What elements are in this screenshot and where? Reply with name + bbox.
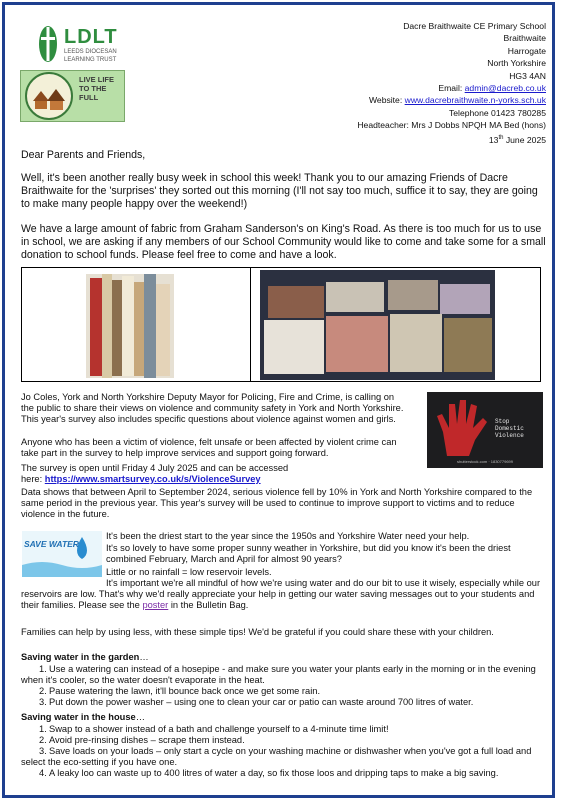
image-caption-2: Domestic [495, 425, 524, 432]
fabric-rolls-photo [86, 274, 174, 378]
table-divider [250, 268, 251, 381]
water-drop-icon [22, 531, 102, 577]
school-address [246, 20, 546, 146]
image-caption-3: Violence [495, 432, 524, 439]
garden-tips-list [21, 664, 546, 708]
postcode: HG3 4AN [509, 70, 546, 81]
address-line-3: North Yorkshire [487, 58, 546, 69]
badge-text-1: LIVE LIFE [79, 75, 115, 84]
address-line-1: Braithwaite [503, 33, 546, 44]
list-item: 4. A leaky loo can waste up to 400 litres of water a day, so fix those loos and dripping taps to make a big saving. [39, 768, 499, 779]
garden-heading: Saving water in the garden… [21, 652, 149, 662]
badge-text-2: TO THE [79, 84, 107, 93]
headteacher: Headteacher: Mrs J Dobbs NPQH MA Bed (hons) [357, 120, 546, 131]
ldlt-subtitle-2: LEARNING TRUST [64, 57, 117, 63]
violence-para2: Anyone who has been a victim of violence, felt unsafe or been affected by violent crime can take part in the survey to help improve services and support going forward. [21, 437, 397, 459]
list-item: 1. Use a watering can instead of a hosepipe - and make sure you water your plants early in the morning or in the evening when it's cooler, so the water doesn't evaporate in the heat. [21, 664, 536, 686]
poster-link[interactable]: poster [142, 600, 169, 611]
website-link[interactable]: www.dacrebraithwaite.n-yorks.sch.uk [404, 95, 546, 106]
survey-line: here: https://www.smartsurvey.co.uk/s/ViolenceSurvey [21, 474, 261, 484]
families-intro: Families can help by using less, with these simple tips! We'd be grateful if you could share these with your children. [21, 627, 494, 637]
badge-text-3: FULL [79, 93, 99, 102]
ldlt-subtitle-1: LEEDS DIOCESAN [64, 49, 117, 55]
telephone: Telephone 01423 780285 [448, 107, 546, 118]
water-line-4: It's important we're all mindful of how we're using water and do our bit to use it wisely, especially while our reservoirs are low. That's why we'd really appreciate your help in getting our water saving messages out to your students and their families. Please see the poster in the Bulletin Bag. [21, 578, 541, 611]
school-badge [20, 70, 125, 122]
list-item: 3. Put down the power washer – using one to clean your car or patio can waste around 700 litres of water. [39, 697, 474, 708]
paragraph-fabric: We have a large amount of fabric from Graham Sanderson's on King's Road. As there is too much for us to use in school, we are asking if any members of our School Community would like to come and take some for a small donation to school funds. Please feel free to come and have a look. [21, 223, 546, 262]
greeting: Dear Parents and Friends, [21, 149, 146, 161]
school-name: Dacre Braithwaite CE Primary School [403, 21, 546, 31]
letter-date: 13th June 2025 [488, 134, 546, 145]
website-line: Website: www.dacrebraithwaite.n-yorks.sch.uk [368, 95, 546, 106]
red-hand-icon [433, 396, 493, 462]
email-link[interactable]: admin@dacreb.co.uk [464, 83, 546, 94]
address-line-2: Harrogate [507, 45, 546, 56]
domestic-violence-image [427, 392, 543, 468]
ldlt-wordmark: LDLT [64, 26, 118, 48]
list-item: 2. Avoid pre-rinsing dishes – scrape them instead. [39, 735, 245, 746]
violence-para3: The survey is open until Friday 4 July 2025 and can be accessed [21, 463, 289, 473]
email-line: Email: admin@dacreb.co.uk [438, 83, 546, 94]
image-credit: shutterstock.com · 1830779699 [456, 459, 514, 464]
school-crest-icon [23, 71, 78, 121]
list-item: 1. Swap to a shower instead of a bath and challenge yourself to a 4-minute time limit! [39, 724, 389, 734]
house-heading: Saving water in the house… [21, 712, 145, 722]
paragraph-friends: Well, it's been another really busy week in school this week! Thank you to our amazing Friends of Dacre Braithwaite for the 'surprises' they sorted out this morning (I'll not say too much, suffice it to say, they are going to make many people happy over the weekend!) [21, 172, 538, 211]
survey-link[interactable]: https://www.smartsurvey.co.uk/s/ViolenceSurvey [44, 474, 261, 484]
save-water-logo [22, 531, 102, 577]
ldlt-logo [36, 22, 136, 68]
image-caption-1: Stop [495, 418, 510, 425]
water-line-2: It's so lovely to have some proper sunny weather in Yorkshire, but did you know it's been the driest combined February, March and April for almost 90 years? [106, 543, 511, 565]
fabric-image-table [21, 267, 541, 382]
fabric-samples-photo [260, 270, 495, 380]
house-tips-list [21, 724, 546, 779]
list-item: 2. Pause watering the lawn, it'll bounce back once we get some rain. [39, 686, 321, 697]
violence-intro: Jo Coles, York and North Yorkshire Deputy Mayor for Policing, Fire and Crime, is calling on the public to share their views on violence and community safety in York and North Yorkshire. This year's survey also includes specific questions about violence against women and girls. [21, 392, 404, 425]
violence-data: Data shows that between April to September 2024, serious violence fell by 10% in York and North Yorkshire compared to the same period in the previous year. This year's survey will be used to continue to improve support to victims and to reduce violence in the future. [21, 487, 533, 520]
water-line-3: Little or no rainfall = low reservoir levels. [106, 567, 272, 577]
list-item: 3. Save loads on your loads – only start a cycle on your washing machine or dishwasher when you've got a full load and select the eco-setting if you have one. [21, 746, 532, 768]
save-water-text: SAVE WATER [24, 539, 79, 549]
water-line-1: It's been the driest start to the year since the 1950s and Yorkshire Water need your help. [106, 531, 470, 541]
